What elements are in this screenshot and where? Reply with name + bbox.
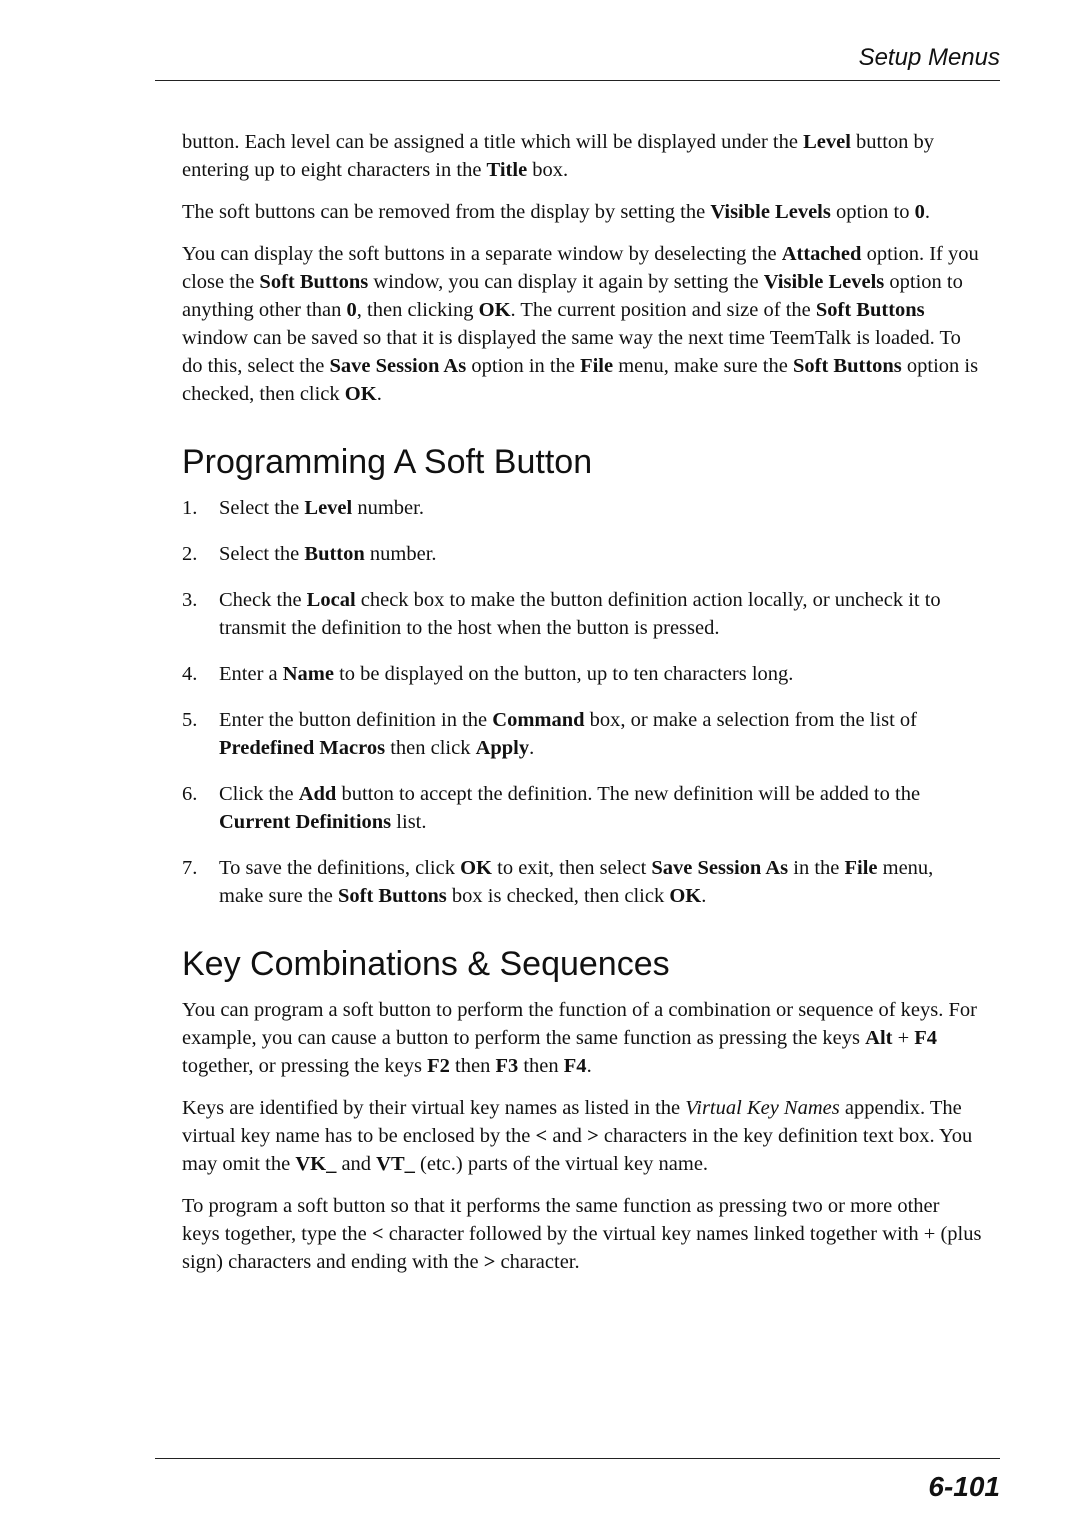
- bold-term: F4: [914, 1027, 938, 1049]
- text-run: characters in the key definition text box. You may omit the: [182, 1125, 973, 1175]
- text-run: To save the definitions, click: [219, 857, 461, 879]
- text-run: .: [924, 201, 930, 223]
- text-run: Click the: [219, 783, 299, 805]
- text-run: and: [547, 1125, 588, 1147]
- text-run: .: [376, 383, 382, 405]
- paragraph: [182, 1094, 982, 1178]
- bold-term: File: [844, 857, 878, 879]
- text-run: number.: [364, 543, 437, 565]
- text-run: window can be saved so that it is displayed the same way the next time TeemTalk is loaded. To do this, select the: [182, 327, 961, 377]
- bold-term: Save Session As: [329, 355, 467, 377]
- paragraph: [182, 128, 982, 184]
- list-item: [182, 706, 982, 762]
- text-run: .: [701, 885, 707, 907]
- bold-term: F3: [495, 1055, 519, 1077]
- text-run: Programming A Soft Button: [182, 443, 593, 481]
- bold-term: <: [535, 1125, 548, 1147]
- paragraph: [182, 1192, 982, 1276]
- bold-term: Apply: [475, 737, 530, 759]
- text-run: then click: [385, 737, 476, 759]
- paragraph: [182, 198, 982, 226]
- text-run: option is checked, then click: [182, 355, 979, 405]
- text-run: Select the: [219, 497, 305, 519]
- bold-term: Button: [304, 543, 365, 565]
- text-run: option to anything other than: [182, 271, 963, 321]
- step-number: 2.: [182, 543, 198, 565]
- text-run: together, or pressing the keys: [182, 1055, 428, 1077]
- text-run: Enter the button definition in the: [219, 709, 493, 731]
- section-title: Setup Menus: [858, 44, 1000, 71]
- text-run: and: [336, 1153, 377, 1175]
- page-body: [182, 128, 982, 1290]
- text-run: Keys are identified by their virtual key names as listed in the: [182, 1097, 686, 1119]
- bold-term: Soft Buttons: [792, 355, 902, 377]
- bold-term: Level: [304, 497, 353, 519]
- bold-term: Save Session As: [651, 857, 789, 879]
- text-run: button to accept the definition. The new definition will be added to the: [336, 783, 921, 805]
- text-run: To program a soft button so that it performs the same function as pressing two or more other keys together, type the: [182, 1195, 940, 1245]
- text-run: .: [586, 1055, 592, 1077]
- text-run: (etc.) parts of the virtual key name.: [414, 1153, 709, 1175]
- bold-term: File: [580, 355, 614, 377]
- text-run: .: [529, 737, 535, 759]
- list-item: [182, 854, 982, 910]
- bold-term: Title: [486, 159, 528, 181]
- text-run: button by entering up to eight characters in the: [182, 131, 935, 181]
- bold-term: Visible Levels: [763, 271, 885, 293]
- text-run: appendix. The virtual key name has to be enclosed by the: [182, 1097, 962, 1147]
- page-footer: [155, 1458, 1000, 1502]
- bold-term: Add: [298, 783, 337, 805]
- bold-term: Alt: [865, 1027, 893, 1049]
- bold-term: Name: [282, 663, 334, 685]
- page-header: [155, 44, 1000, 81]
- text-run: menu, make sure the: [613, 355, 793, 377]
- bold-term: Soft Buttons: [815, 299, 925, 321]
- text-run: box, or make a selection from the list of: [584, 709, 918, 731]
- bold-term: 0: [914, 201, 925, 223]
- list-item: [182, 780, 982, 836]
- bold-term: Attached: [781, 243, 862, 265]
- text-run: character followed by the virtual key names linked together with + (plus sign) characters and ending with the: [182, 1223, 982, 1273]
- paragraph: [182, 240, 982, 408]
- text-run: character.: [495, 1251, 580, 1273]
- bold-term: Soft Buttons: [337, 885, 447, 907]
- bold-term: F2: [427, 1055, 450, 1077]
- bold-term: OK: [669, 885, 702, 907]
- list-item: [182, 660, 982, 688]
- step-number: 7.: [182, 857, 198, 879]
- text-run: then: [449, 1055, 496, 1077]
- bold-term: Visible Levels: [710, 201, 831, 223]
- text-run: You can program a soft button to perform the function of a combination or sequence of keys. For example, you can cause a button to perform the same function as pressing the keys: [182, 999, 977, 1049]
- bold-term: >: [483, 1251, 496, 1273]
- bold-term: Predefined Macros: [219, 737, 386, 759]
- step-number: 3.: [182, 589, 198, 611]
- text-run: , then clicking: [356, 299, 479, 321]
- text-run: The soft buttons can be removed from the display by setting the: [182, 201, 711, 223]
- bold-term: VT_: [376, 1153, 415, 1175]
- text-run: list.: [391, 811, 427, 833]
- text-run: then: [518, 1055, 564, 1077]
- numbered-steps: [182, 494, 982, 910]
- text-run: in the: [788, 857, 845, 879]
- step-number: 1.: [182, 497, 198, 519]
- text-run: button. Each level can be assigned a title which will be displayed under the: [182, 131, 804, 153]
- bold-term: Soft Buttons: [259, 271, 369, 293]
- text-run: +: [892, 1027, 915, 1049]
- page-number: 6-101: [928, 1471, 1000, 1502]
- list-item: [182, 586, 982, 642]
- step-number: 6.: [182, 783, 198, 805]
- text-run: Key Combinations & Sequences: [182, 945, 670, 983]
- bold-term: Current Definitions: [219, 811, 392, 833]
- bold-term: 0: [346, 299, 357, 321]
- text-run: You can display the soft buttons in a separate window by deselecting the: [182, 243, 782, 265]
- bold-term: OK: [344, 383, 377, 405]
- text-run: . The current position and size of the: [510, 299, 816, 321]
- text-run: check box to make the button definition action locally, or uncheck it to transmit the definition to the host when the button is pressed.: [219, 589, 941, 639]
- bold-term: Local: [306, 589, 356, 611]
- text-run: option. If you close the: [182, 243, 979, 293]
- text-run: box.: [527, 159, 569, 181]
- text-run: to be displayed on the button, up to ten characters long.: [333, 663, 794, 685]
- bold-term: OK: [460, 857, 492, 879]
- text-run: option in the: [466, 355, 581, 377]
- text-run: option to: [830, 201, 915, 223]
- bold-term: Level: [803, 131, 851, 153]
- text-run: Check the: [219, 589, 307, 611]
- text-run: Select the: [219, 543, 305, 565]
- text-run: box is checked, then click: [446, 885, 670, 907]
- bold-term: VK_: [295, 1153, 337, 1175]
- step-number: 5.: [182, 709, 198, 731]
- list-item: [182, 494, 982, 522]
- list-item: [182, 540, 982, 568]
- bold-term: OK: [478, 299, 511, 321]
- bold-term: Command: [492, 709, 585, 731]
- bold-term: F4: [563, 1055, 587, 1077]
- bold-term: >: [587, 1125, 599, 1147]
- paragraph: [182, 996, 982, 1080]
- italic-term: Virtual Key Names: [685, 1097, 840, 1119]
- section-heading: [182, 442, 982, 482]
- section-heading: [182, 944, 982, 984]
- text-run: menu, make sure the: [219, 857, 934, 907]
- bold-term: <: [371, 1223, 384, 1245]
- text-run: Enter a: [219, 663, 283, 685]
- text-run: number.: [352, 497, 424, 519]
- text-run: to exit, then select: [492, 857, 652, 879]
- step-number: 4.: [182, 663, 198, 685]
- text-run: window, you can display it again by setting the: [368, 271, 764, 293]
